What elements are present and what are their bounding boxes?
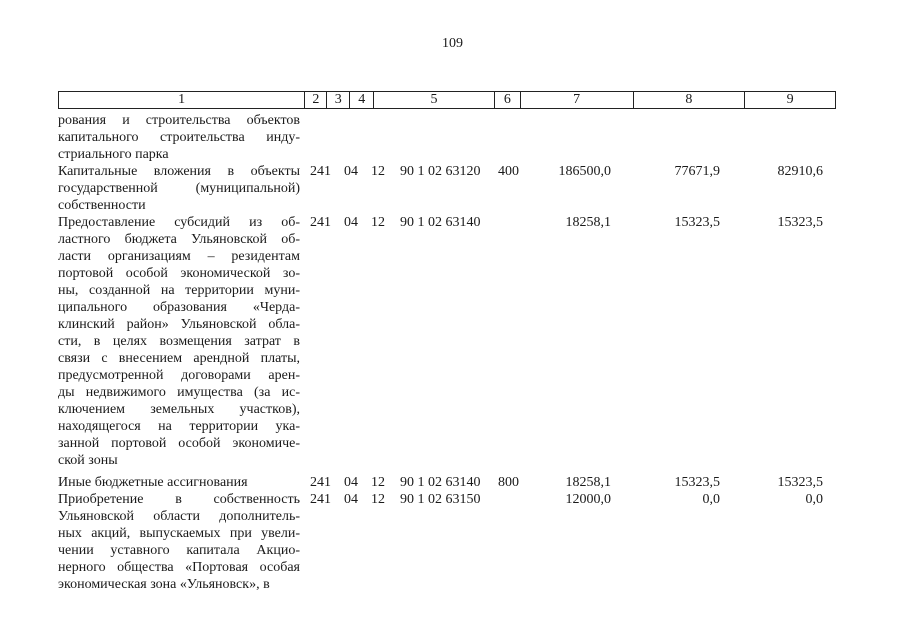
cell-col-9: 0,0 (805, 492, 823, 507)
row-name (58, 491, 300, 593)
row-name-line: ны, созданной на территории муни- (58, 283, 300, 298)
cell-col-7: 186500,0 (558, 164, 611, 179)
cell-col-3: 04 (344, 492, 358, 507)
cell-col-3: 04 (344, 475, 358, 490)
cell-col-2: 241 (310, 164, 331, 179)
row-name (58, 214, 300, 469)
row-name (58, 112, 300, 163)
cell-col-7: 18258,1 (565, 475, 611, 490)
cell-col-8: 15323,5 (674, 215, 720, 230)
cell-col-6: 800 (498, 475, 519, 490)
header-cell-1: 1 (178, 92, 186, 107)
cell-col-9: 15323,5 (777, 215, 823, 230)
cell-col-2: 241 (310, 492, 331, 507)
row-name-line: рования и строительства объектов (58, 113, 300, 128)
cell-col-7: 18258,1 (565, 215, 611, 230)
header-cell-8: 8 (633, 92, 745, 108)
row-name-line: связи с внесением арендной платы, (58, 351, 300, 366)
cell-col-9: 82910,6 (777, 164, 823, 179)
row-name (58, 163, 300, 214)
row-name-line: портовой особой экономической зо- (58, 266, 300, 281)
header-cell-9: 9 (744, 92, 835, 108)
row-name-line: ды недвижимого имущества (за ис- (58, 385, 300, 400)
cell-col-7: 12000,0 (565, 492, 611, 507)
row-name-line: ключением земельных участков), (58, 402, 300, 417)
cell-col-3: 04 (344, 164, 358, 179)
table-header (58, 91, 836, 109)
row-name-line: стриального парка (58, 147, 169, 162)
row-name-line: Предоставление субсидий из об- (58, 215, 300, 230)
cell-col-8: 15323,5 (674, 475, 720, 490)
row-name-line: чении уставного капитала Акцио- (58, 543, 300, 558)
row-name-line: находящегося на территории ука- (58, 419, 300, 434)
row-name-line: нерного общества «Портовая особая (58, 560, 300, 575)
row-name-line: ластного бюджета Ульяновской об- (58, 232, 300, 247)
header-cell-3: 3 (326, 92, 349, 108)
cell-col-4: 12 (371, 164, 385, 179)
cell-col-5: 90 1 02 63150 (400, 492, 481, 507)
cell-col-6: 400 (498, 164, 519, 179)
header-cell-7: 7 (520, 92, 633, 108)
row-name-line: клинский район» Ульяновской обла- (58, 317, 300, 332)
cell-col-4: 12 (371, 492, 385, 507)
row-name-line: Иные бюджетные ассигнования (58, 475, 248, 490)
header-cell-5: 5 (373, 92, 494, 108)
header-cell-4: 4 (349, 92, 373, 108)
header-cell-2: 2 (304, 92, 326, 108)
row-name-line: государственной (муниципальной) (58, 181, 300, 196)
cell-col-3: 04 (344, 215, 358, 230)
row-name-line: капитального строительства инду- (58, 130, 300, 145)
row-name-line: сти, в целях возмещения затрат в (58, 334, 300, 349)
cell-col-4: 12 (371, 215, 385, 230)
row-name-line: ской зоны (58, 453, 118, 468)
cell-col-5: 90 1 02 63140 (400, 475, 481, 490)
row-name-line: ных акций, выпускаемых при увели- (58, 526, 300, 541)
row-name-line: занной портовой особой экономиче- (58, 436, 300, 451)
cell-col-8: 0,0 (702, 492, 720, 507)
cell-col-2: 241 (310, 215, 331, 230)
cell-col-4: 12 (371, 475, 385, 490)
cell-col-9: 15323,5 (777, 475, 823, 490)
cell-col-5: 90 1 02 63120 (400, 164, 481, 179)
cell-col-5: 90 1 02 63140 (400, 215, 481, 230)
row-name-line: Приобретение в собственность (58, 492, 300, 507)
cell-col-2: 241 (310, 475, 331, 490)
row-name-line: ципального образования «Черда- (58, 300, 300, 315)
row-name (58, 474, 300, 491)
row-name-line: Ульяновской области дополнитель- (58, 509, 300, 524)
row-name-line: ласти организациям – резидентам (58, 249, 300, 264)
header-cell-6: 6 (494, 92, 520, 108)
row-name-line: Капитальные вложения в объекты (58, 164, 300, 179)
cell-col-8: 77671,9 (674, 164, 720, 179)
row-name-line: собственности (58, 198, 146, 213)
row-name-line: экономическая зона «Ульяновск», в (58, 577, 270, 592)
row-name-line: предусмотренной договорами арен- (58, 368, 300, 383)
page-number: 109 (442, 36, 463, 51)
